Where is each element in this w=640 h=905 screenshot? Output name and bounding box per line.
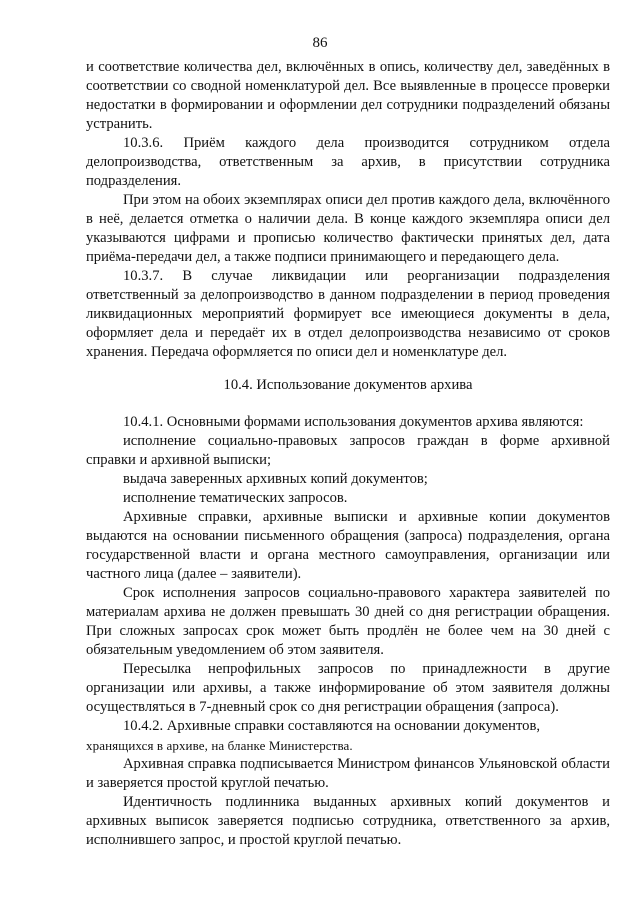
list-item: исполнение социально-правовых запросов граждан в форме архивной справки и архивной выписки; bbox=[86, 433, 610, 468]
paragraph: 10.4.2. Архивные справки составляются на основании документов, bbox=[123, 718, 540, 734]
document-body bbox=[86, 58, 610, 850]
paragraph: 10.3.6. Приём каждого дела производится сотрудником отдела делопроизводства, ответственным за архив, в присутствии сотрудника подразделения. bbox=[86, 135, 610, 189]
paragraph: Пересылка непрофильных запросов по принадлежности в другие организации или архивы, а также информирование об этом заявителя должны осуществляться в 7-дневный срок со дня регистрации обращения (запроса). bbox=[86, 661, 610, 715]
paragraph: 10.4.1. Основными формами использования документов архива являются: bbox=[123, 414, 584, 430]
paragraph: 10.3.7. В случае ликвидации или реорганизации подразделения ответственный за делопроизводство в данном подразделении в период проведения ликвидационных мероприятий формирует все имеющиеся документы в дела, оформляет дела и передаёт их в отдел делопроизводства независимо от сроков хранения. Передача оформляется по описи дел и номенклатуре дел. bbox=[86, 268, 610, 360]
paragraph: Срок исполнения запросов социально-правового характера заявителей по материалам архива не должен превышать 30 дней со дня регистрации обращения. При сложных запросах срок может быть продлён не более чем на 30 дней с обязательным уведомлением об этом заявителя. bbox=[86, 585, 610, 658]
page-number: 86 bbox=[312, 35, 328, 51]
section-heading: 10.4. Использование документов архива bbox=[223, 377, 473, 393]
paragraph-continuation: хранящихся в архиве, на бланке Министерства. bbox=[86, 738, 353, 753]
list-item: выдача заверенных архивных копий документов; bbox=[123, 471, 428, 487]
paragraph: Архивная справка подписывается Министром финансов Ульяновской области и заверяется простой круглой печатью. bbox=[86, 756, 610, 791]
list-item: исполнение тематических запросов. bbox=[123, 490, 348, 506]
paragraph: При этом на обоих экземплярах описи дел против каждого дела, включённого в неё, делается отметка о наличии дела. В конце каждого экземпляра описи дел указываются цифрами и прописью количество фактически принятых дел, дата приёма-передачи дел, а также подписи принимающего и передающего дела. bbox=[86, 192, 610, 265]
paragraph: и соответствие количества дел, включённых в опись, количеству дел, заведённых в соответствии со сводной номенклатурой дел. Все выявленные в процессе проверки недостатки в формировании и оформлении дел сотрудники подразделений обязаны устранить. bbox=[86, 59, 610, 132]
paragraph: Идентичность подлинника выданных архивных копий документов и архивных выписок заверяется подписью сотрудника, ответственного за архив, исполнившего запрос, и простой круглой печатью. bbox=[86, 794, 610, 848]
paragraph: Архивные справки, архивные выписки и архивные копии документов выдаются на основании письменного обращения (запроса) подразделения, органа государственной власти и органа местного самоуправления, организации или частного лица (далее – заявители). bbox=[86, 509, 610, 582]
